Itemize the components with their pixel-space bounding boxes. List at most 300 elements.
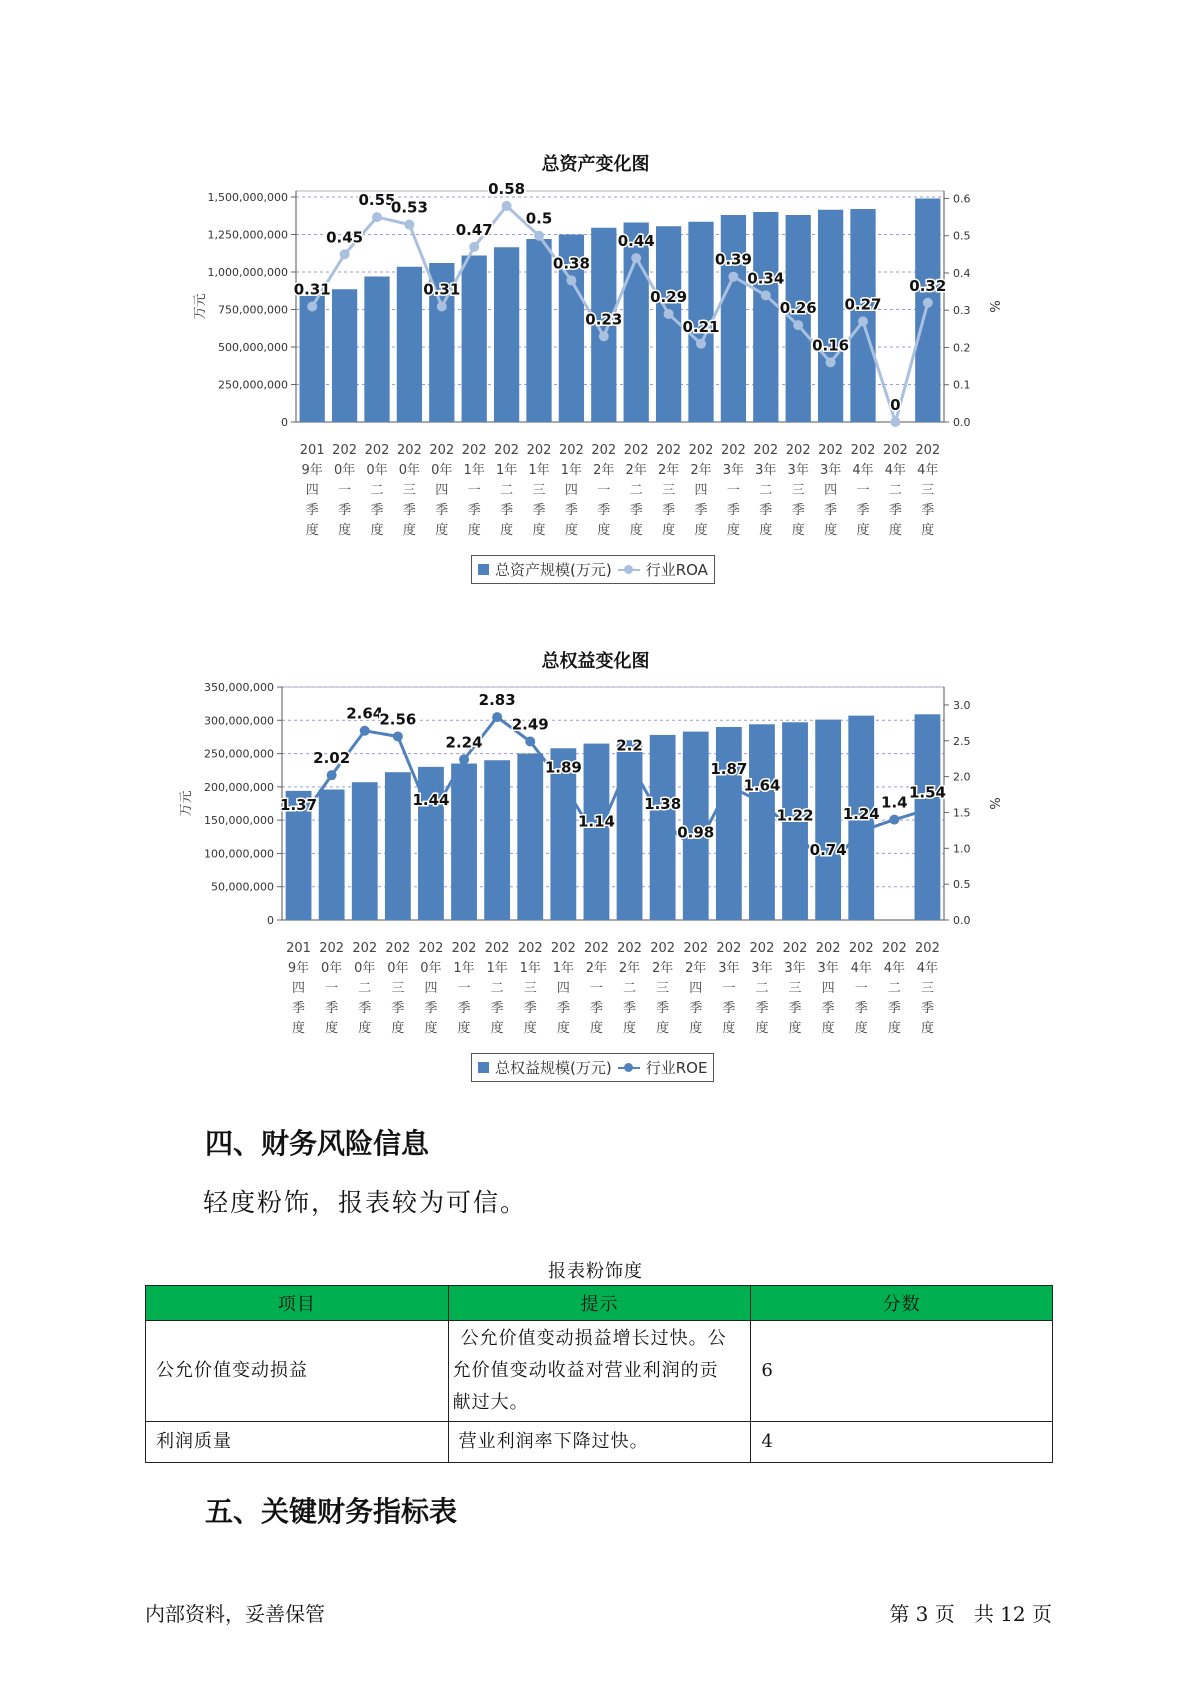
left-tick-label: 350,000,000: [204, 681, 274, 694]
x-tick-label: 度: [338, 523, 352, 538]
x-tick-label: 二: [358, 981, 372, 996]
bar: [749, 724, 775, 920]
x-tick-label: 202: [688, 443, 714, 458]
x-tick-label: 202: [517, 941, 543, 956]
x-tick-label: 季: [370, 503, 384, 518]
x-tick-label: 度: [788, 1021, 802, 1036]
x-tick-label: 度: [662, 523, 676, 538]
x-tick-label: 4年: [917, 463, 939, 478]
row-hint: [448, 1321, 751, 1422]
x-tick-label: 0年: [431, 463, 453, 478]
left-tick-label: 300,000,000: [204, 714, 274, 728]
header-hint: 提示: [448, 1286, 751, 1321]
x-tick-label: 度: [888, 523, 902, 538]
x-tick-label: 202: [749, 941, 775, 956]
x-tick-label: 二: [623, 981, 637, 996]
left-tick-label: 250,000,000: [218, 378, 288, 392]
x-tick-label: 四: [435, 483, 449, 498]
x-tick-label: 四: [694, 483, 708, 498]
x-tick-label: 季: [523, 1001, 537, 1016]
row-item: 公允价值变动损益: [146, 1321, 449, 1422]
x-tick-label: 3年: [751, 961, 773, 976]
data-point: [404, 220, 414, 230]
bar: [484, 760, 510, 920]
data-label: 0.38: [552, 254, 590, 273]
hint-line: 献过大。: [452, 1392, 529, 1413]
x-tick-label: 1年: [552, 961, 574, 976]
x-tick-label: 202: [881, 941, 907, 956]
x-tick-label: 3年: [787, 463, 809, 478]
row-score: 6: [751, 1321, 1053, 1422]
x-tick-label: 0年: [321, 961, 343, 976]
x-tick-label: 度: [500, 523, 514, 538]
x-tick-label: 季: [856, 503, 870, 518]
x-tick-label: 202: [720, 443, 746, 458]
data-point: [890, 417, 900, 427]
data-label: 0.44: [617, 232, 655, 251]
table-row: [146, 1422, 1053, 1463]
x-tick-label: 202: [451, 941, 477, 956]
x-tick-label: 4年: [916, 961, 939, 976]
x-tick-label: 度: [791, 523, 805, 538]
x-tick-label: 三: [402, 483, 416, 498]
data-point: [858, 316, 868, 326]
data-label: 2.02: [313, 749, 351, 768]
x-tick-label: 季: [564, 503, 578, 518]
x-tick-label: 度: [370, 523, 384, 538]
x-tick-label: 2年: [690, 463, 712, 478]
x-tick-label: 三: [920, 981, 934, 996]
x-tick-label: 202: [332, 443, 358, 458]
x-tick-label: 202: [558, 443, 584, 458]
data-label: 2.64: [346, 704, 384, 723]
left-tick-label: 50,000,000: [211, 880, 274, 894]
x-tick-label: 季: [490, 1001, 504, 1016]
x-tick-label: 202: [848, 941, 874, 956]
data-label: 1.38: [644, 795, 682, 814]
legend-bar-label: 总权益规模(万元): [495, 1059, 612, 1077]
x-tick-label: 季: [338, 503, 352, 518]
data-point: [469, 242, 479, 252]
x-tick-label: 3年: [819, 463, 842, 478]
data-label: 0.55: [358, 191, 396, 210]
risk-table: [145, 1285, 1053, 1463]
data-label: 0.26: [779, 299, 817, 318]
data-point: [599, 331, 609, 341]
bar: [494, 247, 519, 422]
x-tick-label: 度: [305, 523, 319, 538]
data-label: 1.89: [544, 758, 582, 777]
data-label: 0.53: [390, 198, 428, 217]
data-label: 0.47: [455, 220, 493, 239]
x-tick-label: 度: [920, 1021, 934, 1036]
x-tick-label: 季: [656, 1001, 670, 1016]
x-tick-label: 度: [424, 1021, 438, 1036]
table-header-row: [146, 1286, 1053, 1321]
x-tick-label: 四: [564, 483, 578, 498]
x-tick-label: 二: [887, 981, 901, 996]
x-tick-label: 季: [821, 1001, 835, 1016]
x-tick-label: 4年: [852, 463, 874, 478]
x-tick-label: 季: [887, 1001, 901, 1016]
x-tick-label: 9年: [301, 463, 323, 478]
x-tick-label: 三: [391, 981, 405, 996]
hint-line: 营业利润率下降过快。: [458, 1431, 649, 1452]
x-tick-label: 四: [824, 483, 838, 498]
x-tick-label: 季: [921, 503, 935, 518]
legend-line-swatch: [618, 1062, 640, 1074]
x-tick-label: 季: [689, 1001, 703, 1016]
x-tick-label: 度: [623, 1021, 637, 1036]
right-tick-label: 0.4: [953, 266, 971, 280]
table-caption: 报表粉饰度: [548, 1261, 643, 1282]
row-item: 利润质量: [146, 1422, 449, 1463]
x-tick-label: 季: [556, 1001, 570, 1016]
data-point: [393, 731, 403, 741]
x-tick-label: 202: [494, 443, 520, 458]
right-tick-label: 0.2: [953, 341, 971, 355]
x-tick-label: 季: [325, 1001, 339, 1016]
x-tick-label: 季: [629, 503, 643, 518]
right-axis-title: %: [989, 797, 1004, 810]
data-point: [340, 249, 350, 259]
right-tick-label: 0.5: [953, 878, 971, 892]
x-tick-label: 季: [722, 1001, 736, 1016]
x-tick-label: 季: [759, 503, 773, 518]
x-tick-label: 一: [589, 981, 603, 996]
left-tick-label: 1,250,000,000: [207, 228, 288, 242]
risk-summary: 轻度粉饰，报表较为可信。: [203, 1188, 528, 1217]
x-tick-label: 202: [617, 941, 642, 956]
x-tick-label: 度: [856, 523, 870, 538]
x-tick-label: 3年: [755, 463, 777, 478]
x-tick-label: 202: [656, 443, 682, 458]
data-label: 1.64: [743, 776, 781, 795]
x-tick-label: 4年: [884, 463, 907, 478]
table-row: [146, 1321, 1053, 1422]
x-tick-label: 季: [755, 1001, 769, 1016]
x-tick-label: 度: [358, 1021, 372, 1036]
x-tick-label: 2年: [618, 961, 641, 976]
right-tick-label: 0.6: [953, 192, 971, 206]
x-tick-label: 202: [850, 443, 876, 458]
x-tick-label: 1年: [463, 463, 485, 478]
data-label: 1.14: [577, 812, 615, 831]
x-tick-label: 202: [815, 941, 841, 956]
data-point: [492, 712, 502, 722]
x-tick-label: 1年: [453, 961, 475, 976]
data-label: 0.31: [293, 280, 331, 299]
data-label: 1.44: [412, 790, 450, 809]
data-label: 0.23: [585, 310, 623, 329]
x-tick-label: 三: [662, 483, 676, 498]
right-tick-label: 0.1: [953, 378, 971, 392]
x-tick-label: 四: [821, 981, 835, 996]
x-tick-label: 度: [292, 1021, 306, 1036]
bar: [319, 790, 345, 920]
x-tick-label: 季: [292, 1001, 306, 1016]
bar: [584, 744, 610, 920]
x-tick-label: 0年: [387, 961, 409, 976]
left-tick-label: 200,000,000: [204, 780, 274, 794]
bar: [364, 277, 389, 423]
data-point: [566, 275, 576, 285]
x-tick-label: 度: [921, 523, 935, 538]
data-label: 0.29: [650, 287, 688, 306]
x-tick-label: 1年: [486, 961, 508, 976]
bar: [818, 210, 843, 422]
data-label: 0.34: [747, 269, 785, 288]
x-tick-label: 度: [467, 523, 481, 538]
bar: [385, 772, 411, 920]
data-label: 1.54: [908, 783, 946, 802]
x-tick-label: 202: [623, 443, 649, 458]
x-tick-label: 季: [305, 503, 319, 518]
right-tick-label: 3.0: [953, 698, 971, 712]
x-tick-label: 度: [490, 1021, 504, 1036]
x-tick-label: 202: [550, 941, 576, 956]
x-tick-label: 二: [629, 483, 643, 498]
x-tick-label: 4年: [850, 961, 872, 976]
data-point: [327, 770, 337, 780]
assets-chart: [0, 170, 1191, 710]
x-tick-label: 度: [402, 523, 416, 538]
x-tick-label: 二: [490, 981, 504, 996]
data-label: 2.83: [478, 691, 516, 710]
x-tick-label: 202: [385, 941, 411, 956]
data-point: [525, 736, 535, 746]
left-tick-label: 100,000,000: [204, 847, 274, 861]
x-tick-label: 201: [299, 443, 325, 458]
x-tick-label: 季: [788, 1001, 802, 1016]
data-point: [790, 828, 800, 838]
header-score: 分数: [751, 1286, 1053, 1321]
x-tick-label: 度: [532, 523, 546, 538]
data-point: [757, 797, 767, 807]
x-tick-label: 202: [484, 941, 510, 956]
x-tick-label: 二: [759, 483, 773, 498]
data-label: 2.2: [616, 736, 643, 755]
x-tick-label: 2年: [652, 961, 674, 976]
x-tick-label: 一: [467, 483, 481, 498]
data-point: [426, 812, 436, 822]
x-tick-label: 度: [755, 1021, 769, 1036]
assets-chart-title: 总资产变化图: [541, 154, 650, 175]
x-tick-label: 0年: [420, 961, 442, 976]
x-tick-label: 三: [788, 981, 802, 996]
x-tick-label: 四: [689, 981, 703, 996]
data-point: [534, 231, 544, 241]
data-label: 0.39: [714, 250, 752, 269]
bar: [332, 289, 357, 422]
x-tick-label: 1年: [495, 463, 518, 478]
x-tick-label: 度: [391, 1021, 405, 1036]
legend-bar-label: 总资产规模(万元): [495, 561, 612, 579]
x-tick-label: 202: [753, 443, 779, 458]
data-label: 0.74: [809, 840, 847, 859]
left-tick-label: 150,000,000: [204, 814, 274, 828]
bar: [517, 754, 543, 920]
x-tick-label: 三: [656, 981, 670, 996]
data-label: 0.31: [423, 280, 461, 299]
data-point: [664, 309, 674, 319]
x-tick-label: 202: [683, 941, 709, 956]
left-tick-label: 0: [281, 416, 288, 429]
x-tick-label: 3年: [817, 961, 839, 976]
x-tick-label: 0年: [354, 961, 376, 976]
x-tick-label: 四: [292, 981, 306, 996]
data-label: 0.5: [525, 209, 553, 228]
x-tick-label: 四: [556, 981, 570, 996]
data-point: [793, 320, 803, 330]
data-label: 2.56: [379, 710, 417, 729]
x-tick-label: 季: [532, 503, 546, 518]
x-tick-label: 202: [396, 443, 422, 458]
right-tick-label: 2.5: [953, 734, 971, 748]
data-label: 0.27: [844, 295, 882, 314]
x-tick-label: 度: [556, 1021, 570, 1036]
data-label: 0.21: [682, 317, 720, 336]
x-tick-label: 202: [352, 941, 378, 956]
bar: [397, 267, 422, 422]
bar: [716, 727, 742, 920]
data-label: 1.37: [280, 795, 318, 814]
x-tick-label: 一: [854, 981, 868, 996]
x-tick-label: 季: [589, 1001, 603, 1016]
data-point: [696, 339, 706, 349]
x-tick-label: 季: [694, 503, 708, 518]
left-tick-label: 1,500,000,000: [207, 191, 288, 204]
data-point: [625, 757, 635, 767]
bar: [915, 714, 941, 920]
x-tick-label: 9年: [287, 961, 310, 976]
right-tick-label: 0.0: [953, 416, 971, 429]
legend-bar-swatch: [478, 564, 489, 575]
header-item: 项目: [146, 1286, 449, 1321]
data-point: [459, 754, 469, 764]
data-label: 2.24: [445, 733, 483, 752]
x-tick-label: 季: [623, 1001, 637, 1016]
equity-chart-legend: [471, 1053, 714, 1082]
hint-line: 公允价值变动损益增长过快。公: [460, 1328, 727, 1349]
data-point: [761, 290, 771, 300]
data-point: [889, 815, 899, 825]
x-tick-label: 0年: [333, 463, 356, 478]
bar: [300, 296, 325, 422]
x-tick-label: 3年: [718, 961, 740, 976]
x-tick-label: 一: [726, 483, 740, 498]
data-label: 0: [890, 396, 901, 414]
equity-chart-title: 总权益变化图: [541, 651, 650, 672]
x-tick-label: 季: [662, 503, 676, 518]
x-tick-label: 一: [722, 981, 736, 996]
data-point: [307, 302, 317, 312]
x-tick-label: 四: [305, 483, 319, 498]
legend-line-label: 行业ROE: [645, 1059, 708, 1077]
x-tick-label: 202: [526, 443, 552, 458]
x-tick-label: 202: [418, 941, 444, 956]
x-tick-label: 一: [325, 981, 339, 996]
bar: [815, 720, 841, 920]
x-tick-label: 度: [824, 523, 838, 538]
data-point: [823, 862, 833, 872]
x-tick-label: 2年: [593, 463, 615, 478]
x-tick-label: 季: [726, 503, 740, 518]
x-tick-label: 一: [457, 981, 471, 996]
x-tick-label: 季: [457, 1001, 471, 1016]
x-tick-label: 度: [457, 1021, 471, 1036]
x-tick-label: 季: [391, 1001, 405, 1016]
x-tick-label: 度: [689, 1021, 703, 1036]
footer-note: 内部资料，妥善保管: [145, 1602, 325, 1626]
x-tick-label: 202: [429, 443, 455, 458]
legend-bar-swatch: [478, 1062, 489, 1073]
x-tick-label: 0年: [366, 463, 388, 478]
x-tick-label: 1年: [519, 961, 541, 976]
data-label: 1.4: [881, 793, 908, 812]
x-tick-label: 2年: [625, 463, 647, 478]
x-tick-label: 季: [424, 1001, 438, 1016]
x-tick-label: 202: [650, 941, 676, 956]
left-tick-label: 500,000,000: [218, 341, 288, 354]
x-tick-label: 三: [921, 483, 935, 498]
bar: [462, 256, 487, 423]
right-tick-label: 0.0: [953, 914, 971, 927]
x-tick-label: 1年: [528, 463, 550, 478]
equity-chart: [0, 667, 1191, 1057]
data-point: [856, 826, 866, 836]
x-tick-label: 1年: [560, 463, 583, 478]
x-tick-label: 季: [402, 503, 416, 518]
x-tick-label: 2年: [585, 961, 608, 976]
x-tick-label: 度: [523, 1021, 537, 1036]
data-point: [294, 817, 304, 827]
x-tick-label: 度: [887, 1021, 901, 1036]
x-tick-label: 度: [325, 1021, 339, 1036]
legend-line-swatch: [618, 564, 640, 576]
left-tick-label: 750,000,000: [218, 303, 288, 317]
data-point: [502, 201, 512, 211]
data-point: [724, 781, 734, 791]
x-tick-label: 202: [319, 941, 345, 956]
bar: [624, 223, 649, 423]
x-tick-label: 季: [888, 503, 902, 518]
data-label: 2.49: [511, 715, 549, 734]
x-tick-label: 度: [564, 523, 578, 538]
data-point: [923, 298, 933, 308]
data-label: 1.87: [710, 759, 748, 778]
left-tick-label: 0: [267, 914, 274, 927]
bar: [451, 764, 477, 920]
x-tick-label: 三: [523, 981, 537, 996]
x-tick-label: 二: [888, 483, 902, 498]
x-tick-label: 3年: [722, 463, 745, 478]
x-tick-label: 度: [597, 523, 611, 538]
legend-line-label: 行业ROA: [645, 561, 708, 579]
data-label: 0.45: [326, 228, 364, 247]
x-tick-label: 季: [500, 503, 514, 518]
bar: [915, 199, 940, 423]
x-tick-label: 四: [424, 981, 438, 996]
bar: [850, 209, 875, 422]
x-tick-label: 季: [824, 503, 838, 518]
data-label: 0.58: [488, 179, 526, 198]
bar: [526, 239, 551, 422]
x-tick-label: 4年: [883, 961, 905, 976]
x-tick-label: 202: [818, 443, 844, 458]
right-tick-label: 0.5: [953, 229, 971, 243]
data-label: 0.98: [677, 823, 715, 842]
